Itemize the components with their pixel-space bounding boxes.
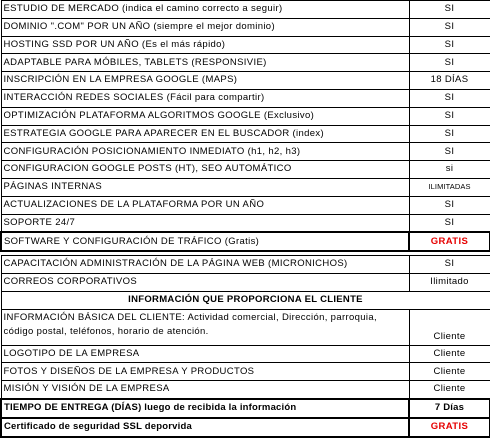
row-label-social[interactable]: INTERACCIÓN REDES SOCIALES (Fácil para compartir) (1, 89, 409, 107)
row-label-hosting[interactable]: HOSTING SSD POR UN AÑO (Es el más rápido) (1, 36, 409, 54)
row-label-google-posts[interactable]: CONFIGURACION GOOGLE POSTS (HT), SEO AUTOMÁTICO (1, 161, 409, 179)
row-value-pages[interactable]: ILIMITADAS (409, 178, 490, 196)
row-value-photos[interactable]: Cliente (409, 363, 490, 381)
table-row (1, 178, 490, 196)
section-header-row (1, 291, 490, 309)
row-label-photos[interactable]: FOTOS Y DISEÑOS DE LA EMPRESA Y PRODUCTOS (1, 363, 409, 381)
row-value-updates[interactable]: SI (409, 196, 490, 214)
row-value-domain[interactable]: SI (409, 18, 490, 36)
table-row (1, 89, 490, 107)
row-label-traffic-software[interactable]: SOFTWARE Y CONFIGURACIÓN DE TRÁFICO (Gratis) (1, 232, 409, 251)
row-label-updates[interactable]: ACTUALIZACIONES DE LA PLATAFORMA POR UN AÑO (1, 196, 409, 214)
row-value-logo[interactable]: Cliente (409, 345, 490, 363)
row-label-support[interactable]: SOPORTE 24/7 (1, 214, 409, 232)
row-label-responsive[interactable]: ADAPTABLE PARA MÓBILES, TABLETS (RESPONSIVIE) (1, 54, 409, 72)
row-label-positioning[interactable]: CONFIGURACIÓN POSICIONAMIENTO INMEDIATO (h1, h2, h3) (1, 143, 409, 161)
row-value-traffic-software[interactable]: GRATIS (409, 232, 490, 251)
row-value-ssl[interactable]: GRATIS (409, 418, 490, 437)
row-label-strategy[interactable]: ESTRATEGIA GOOGLE PARA APARECER EN EL BUSCADOR (index) (1, 125, 409, 143)
table-row (1, 125, 490, 143)
table-row (1, 399, 490, 418)
row-value-google-posts[interactable]: si (409, 161, 490, 179)
table-row (1, 345, 490, 363)
row-value-client-info[interactable]: Cliente (409, 309, 490, 345)
table-row (1, 161, 490, 179)
table-row (1, 36, 490, 54)
row-label-logo[interactable]: LOGOTIPO DE LA EMPRESA (1, 345, 409, 363)
row-value-hosting[interactable]: SI (409, 36, 490, 54)
row-label-mission[interactable]: MISIÓN Y VISIÓN DE LA EMPRESA (1, 381, 409, 399)
row-value-social[interactable]: SI (409, 89, 490, 107)
table-row (1, 363, 490, 381)
table-row (1, 214, 490, 232)
row-value-training[interactable]: SI (409, 256, 490, 274)
row-label-client-info[interactable]: INFORMACIÓN BÁSICA DEL CLIENTE: Actividad comercial, Dirección, parroquia, código postal, teléfonos, horario de atención. (1, 309, 409, 345)
row-value-support[interactable]: SI (409, 214, 490, 232)
table-row (1, 54, 490, 72)
row-value-optimization[interactable]: SI (409, 107, 490, 125)
table-row (1, 232, 490, 251)
row-label-ssl[interactable]: Certificado de seguridad SSL deporvida (1, 418, 409, 437)
row-label-optimization[interactable]: OPTIMIZACIÓN PLATAFORMA ALGORITMOS GOOGLE (Exclusivo) (1, 107, 409, 125)
row-value-google-maps[interactable]: 18 DÍAS (409, 72, 490, 90)
row-label-google-maps[interactable]: INSCRIPCIÓN EN LA EMPRESA GOOGLE (MAPS) (1, 72, 409, 90)
table-row (1, 18, 490, 36)
table-row (1, 107, 490, 125)
table-row (1, 309, 490, 345)
table-row (1, 196, 490, 214)
table-row (1, 256, 490, 274)
row-label-training[interactable]: CAPACITACIÓN ADMINISTRACIÓN DE LA PÁGINA WEB (MICRONICHOS) (1, 256, 409, 274)
table-row (1, 72, 490, 90)
row-label-email[interactable]: CORREOS CORPORATIVOS (1, 273, 409, 291)
section-header[interactable]: INFORMACIÓN QUE PROPORCIONA EL CLIENTE (1, 291, 490, 309)
row-value-positioning[interactable]: SI (409, 143, 490, 161)
row-label-domain[interactable]: DOMINIO ".COM" POR UN AÑO (siempre el mejor dominio) (1, 18, 409, 36)
row-value-mission[interactable]: Cliente (409, 381, 490, 399)
table-row (1, 1, 490, 19)
row-label-delivery[interactable]: TIEMPO DE ENTREGA (DÍAS) luego de recibida la información (1, 399, 409, 418)
row-label-market-study[interactable]: ESTUDIO DE MERCADO (indica el camino correcto a seguir) (1, 1, 409, 19)
row-value-email[interactable]: Ilimitado (409, 273, 490, 291)
table-row (1, 143, 490, 161)
table-row (1, 381, 490, 399)
row-value-responsive[interactable]: SI (409, 54, 490, 72)
row-value-market-study[interactable]: SI (409, 1, 490, 19)
table-row (1, 273, 490, 291)
row-value-delivery[interactable]: 7 Días (409, 399, 490, 418)
table-row (1, 418, 490, 437)
row-label-pages[interactable]: PÁGINAS INTERNAS (1, 178, 409, 196)
row-value-strategy[interactable]: SI (409, 125, 490, 143)
